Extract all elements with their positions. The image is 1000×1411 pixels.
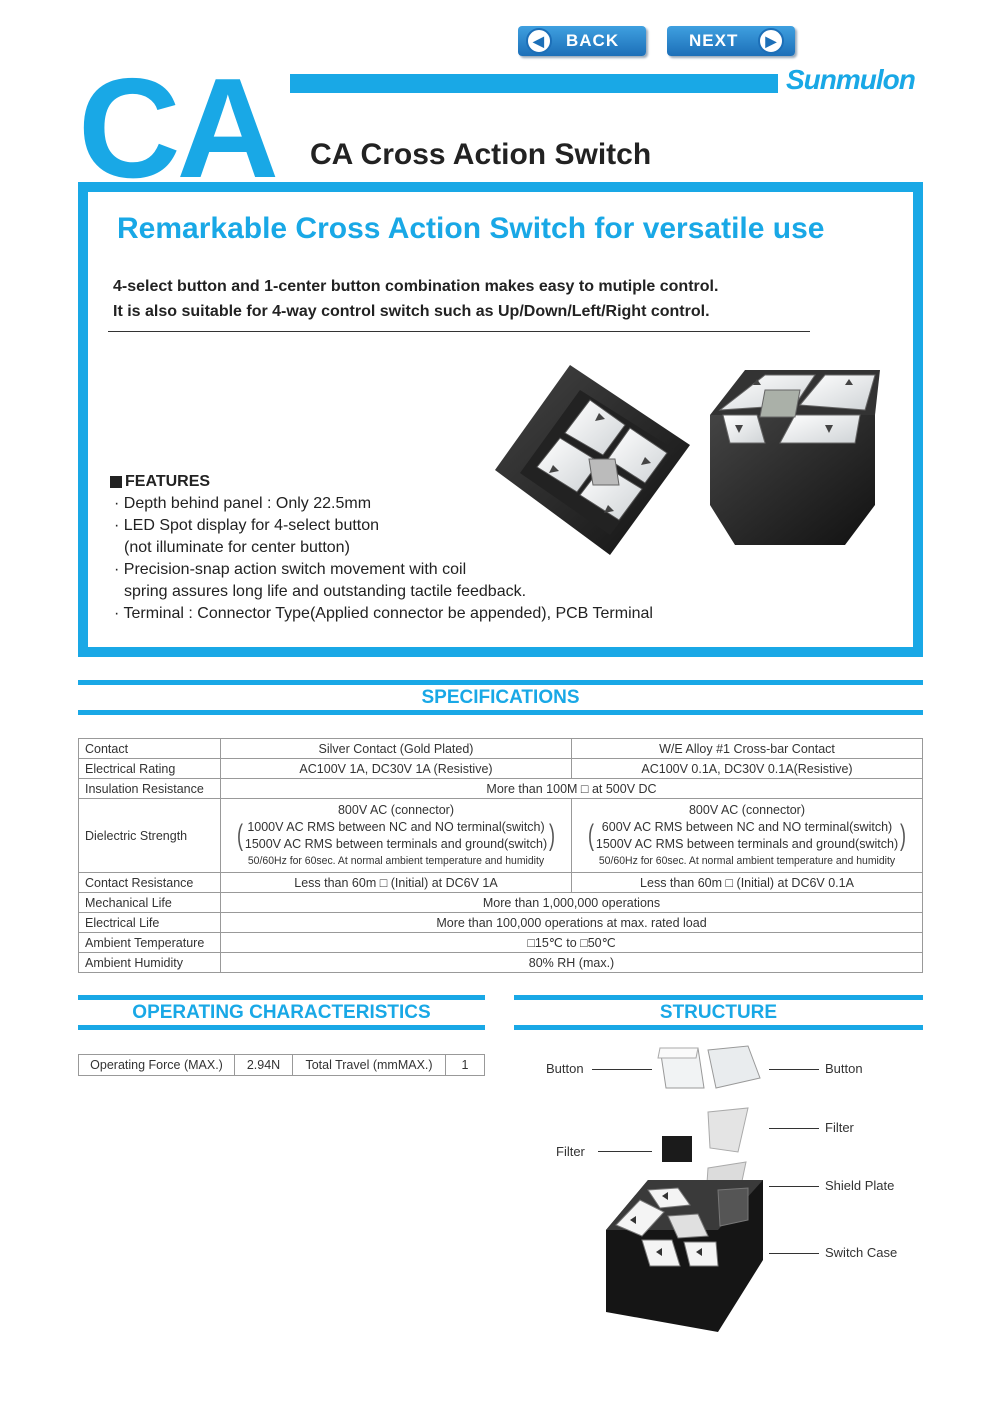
spec-value: W/E Alloy #1 Cross-bar Contact	[572, 739, 923, 759]
table-row	[79, 799, 923, 873]
op-value: 2.94N	[235, 1055, 293, 1076]
features-list	[110, 471, 653, 625]
table-row	[79, 1055, 485, 1076]
operating-heading: OPERATING CHARACTERISTICS	[132, 1002, 431, 1023]
table-row	[79, 739, 923, 759]
divider	[108, 331, 810, 332]
intro-line-1: 4-select button and 1-center button combination makes easy to mutiple control.	[113, 278, 719, 295]
feature-item: (not illuminate for center button)	[124, 539, 350, 556]
structure-label-button-right: Button	[825, 1061, 863, 1076]
chevron-left-icon: ◀	[526, 28, 552, 54]
table-row	[79, 893, 923, 913]
intro-line-2: It is also suitable for 4-way control switch such as Up/Down/Left/Right control.	[113, 303, 710, 320]
next-button-label: NEXT	[689, 31, 739, 50]
spec-value: 800V AC (connector) ( 1000V AC RMS between NC and NO terminal(switch) 1500V AC RMS between terminals and ground(switch) ) 50/60Hz for 60sec. At normal ambient temperature and humidity	[221, 799, 572, 873]
spec-label: Electrical Life	[79, 913, 221, 933]
table-row	[79, 913, 923, 933]
structure-heading: STRUCTURE	[659, 1002, 778, 1023]
header-bar	[290, 74, 778, 93]
spec-value: AC100V 1A, DC30V 1A (Resistive)	[221, 759, 572, 779]
square-bullet-icon	[110, 476, 122, 488]
brand-logo: Sunmulon	[786, 64, 915, 95]
spec-label: Ambient Temperature	[79, 933, 221, 953]
dielectric-a-line2: 1500V AC RMS between terminals and ground(switch)	[244, 836, 548, 851]
structure-label-shield: Shield Plate	[825, 1178, 895, 1193]
dielectric-b-note: 50/60Hz for 60sec. At normal ambient temperature and humidity	[598, 854, 896, 867]
op-label: Operating Force (MAX.)	[79, 1055, 235, 1076]
table-row	[79, 873, 923, 893]
operating-header	[78, 995, 485, 1030]
next-button[interactable]	[667, 26, 795, 56]
series-logo: CA	[78, 49, 276, 208]
spec-label: Contact	[79, 739, 221, 759]
spec-value: 800V AC (connector) ( 600V AC RMS between NC and NO terminal(switch) 1500V AC RMS between terminals and ground(switch) ) 50/60Hz for 60sec. At normal ambient temperature and humidity	[572, 799, 923, 873]
spec-value: □15℃ to □50℃	[221, 933, 923, 953]
intro-text	[113, 274, 718, 324]
spec-value: Less than 60m □ (Initial) at DC6V 0.1A	[572, 873, 923, 893]
table-row	[79, 933, 923, 953]
chevron-right-icon: ▶	[758, 28, 784, 54]
spec-value: More than 100,000 operations at max. rated load	[221, 913, 923, 933]
spec-label: Ambient Humidity	[79, 953, 221, 973]
back-button-label: BACK	[566, 31, 620, 50]
dielectric-a-line1: 1000V AC RMS between NC and NO terminal(switch)	[247, 819, 545, 834]
structure-header	[514, 995, 923, 1030]
dielectric-a-note: 50/60Hz for 60sec. At normal ambient temperature and humidity	[247, 854, 545, 867]
intro-headline: Remarkable Cross Action Switch for versatile use	[117, 212, 825, 245]
spec-label: Mechanical Life	[79, 893, 221, 913]
page-title: CA Cross Action Switch	[310, 138, 652, 171]
spec-value: 80% RH (max.)	[221, 953, 923, 973]
specifications-heading: SPECIFICATIONS	[421, 687, 580, 708]
feature-item: · Terminal : Connector Type(Applied connector be appended), PCB Terminal	[114, 605, 653, 622]
spec-value: Silver Contact (Gold Plated)	[221, 739, 572, 759]
table-row	[79, 953, 923, 973]
dielectric-b-line2: 1500V AC RMS between terminals and ground(switch)	[595, 836, 899, 851]
structure-label-button-left: Button	[546, 1061, 584, 1076]
feature-item: spring assures long life and outstanding tactile feedback.	[124, 583, 527, 600]
specifications-header	[78, 680, 923, 715]
spec-value: AC100V 0.1A, DC30V 0.1A(Resistive)	[572, 759, 923, 779]
spec-value: More than 1,000,000 operations	[221, 893, 923, 913]
operating-table	[78, 1054, 485, 1076]
leader-line	[592, 1069, 652, 1070]
spec-label: Insulation Resistance	[79, 779, 221, 799]
dielectric-b-line1: 600V AC RMS between NC and NO terminal(switch)	[601, 819, 893, 834]
structure-label-filter-right: Filter	[825, 1120, 854, 1135]
structure-label-filter-left: Filter	[556, 1144, 585, 1159]
op-label: Total Travel (mmMAX.)	[293, 1055, 446, 1076]
leader-line	[769, 1253, 819, 1254]
feature-item: · Precision-snap action switch movement with coil	[114, 561, 467, 578]
structure-label-case: Switch Case	[825, 1245, 898, 1260]
spec-label: Contact Resistance	[79, 873, 221, 893]
dielectric-a-top: 800V AC (connector)	[337, 802, 455, 817]
back-button[interactable]	[518, 26, 646, 56]
leader-line	[769, 1186, 819, 1187]
leader-line	[769, 1069, 819, 1070]
dielectric-b-top: 800V AC (connector)	[688, 802, 806, 817]
leader-line	[769, 1128, 819, 1129]
features-heading	[110, 471, 653, 493]
leader-line	[598, 1151, 652, 1152]
spec-label: Dielectric Strength	[79, 799, 221, 873]
op-value: 1	[446, 1055, 485, 1076]
structure-diagram	[598, 1040, 768, 1335]
feature-item: · Depth behind panel : Only 22.5mm	[114, 495, 372, 512]
spec-value: Less than 60m □ (Initial) at DC6V 1A	[221, 873, 572, 893]
feature-item: · LED Spot display for 4-select button	[114, 517, 380, 534]
spec-value: More than 100M □ at 500V DC	[221, 779, 923, 799]
spec-label: Electrical Rating	[79, 759, 221, 779]
specifications-table	[78, 738, 923, 973]
table-row	[79, 759, 923, 779]
table-row	[79, 779, 923, 799]
features-heading-text: FEATURES	[125, 473, 211, 490]
